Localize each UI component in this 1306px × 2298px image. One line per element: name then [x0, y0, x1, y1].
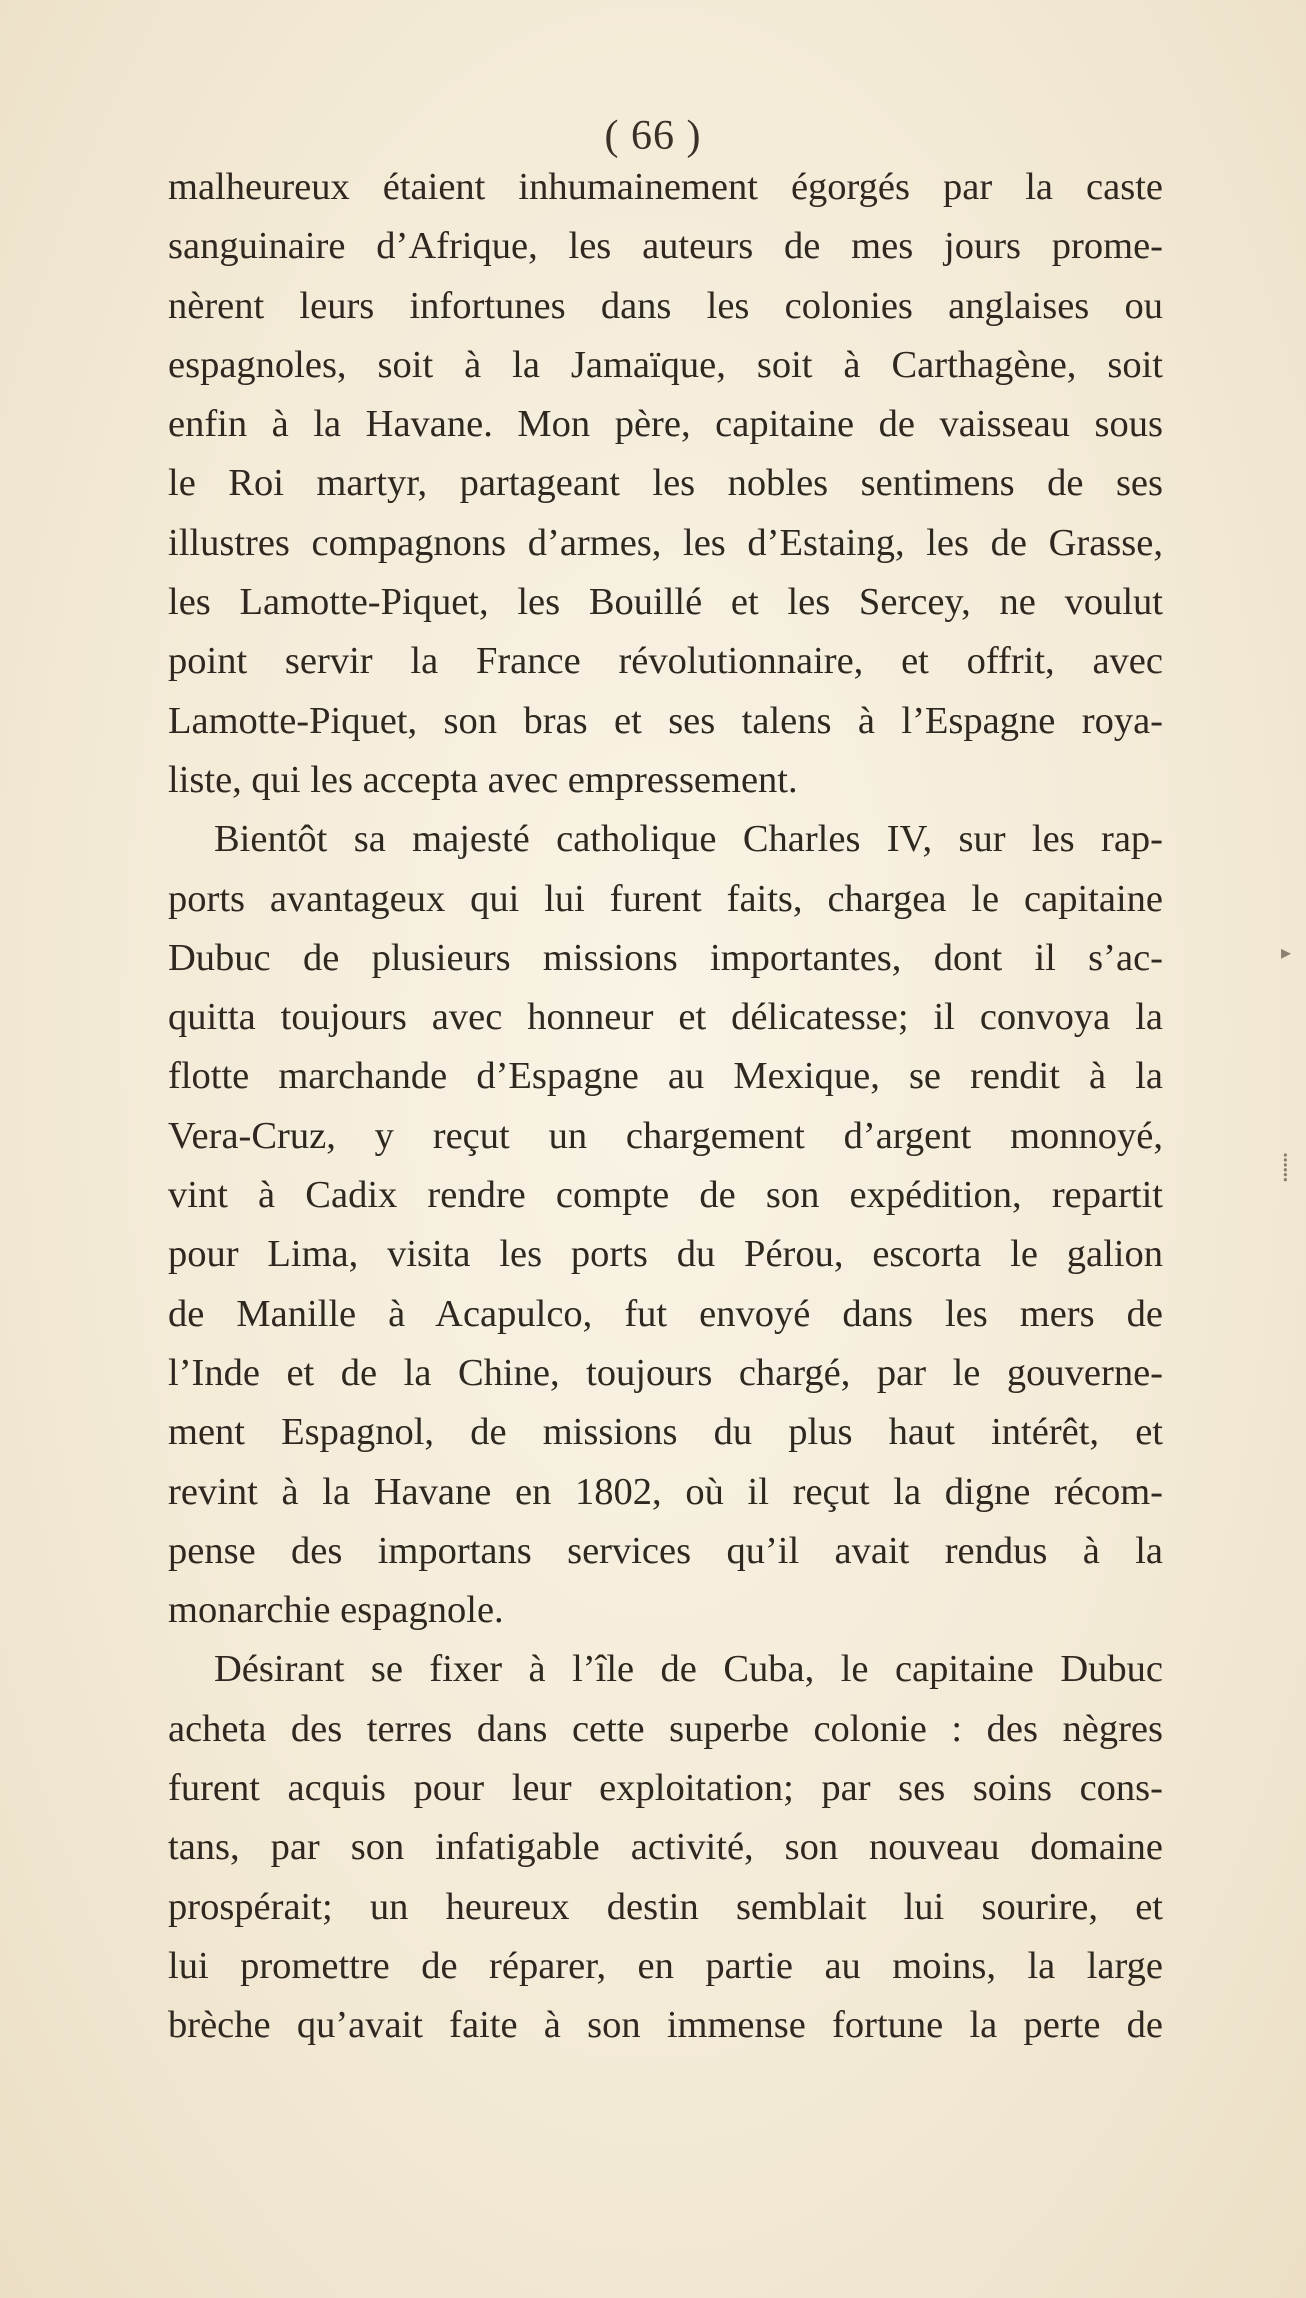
- text-line: le Roi martyr, partageant les nobles sentimens de ses: [168, 462, 1163, 505]
- text-line: revint à la Havane en 1802, où il reçut la digne récom-: [168, 1470, 1163, 1513]
- text-line: furent acquis pour leur exploitation; par ses soins cons-: [168, 1767, 1163, 1810]
- text-line: quitta toujours avec honneur et délicatesse; il convoya la: [168, 996, 1163, 1039]
- text-line: tans, par son infatigable activité, son nouveau domaine: [168, 1826, 1163, 1869]
- text-line: brèche qu’avait faite à son immense fortune la perte de: [168, 2004, 1163, 2047]
- text-line: Bientôt sa majesté catholique Charles IV, sur les rap-: [214, 818, 1163, 861]
- text-line: nèrent leurs infortunes dans les colonies anglaises ou: [168, 284, 1163, 327]
- text-line: prospérait; un heureux destin semblait lui sourire, et: [168, 1885, 1163, 1928]
- text-line: lui promettre de réparer, en partie au moins, la large: [168, 1944, 1163, 1987]
- text-line: acheta des terres dans cette superbe colonie : des nègres: [168, 1707, 1163, 1750]
- text-line: espagnoles, soit à la Jamaïque, soit à Carthagène, soit: [168, 343, 1163, 386]
- text-line: illustres compagnons d’armes, les d’Estaing, les de Grasse,: [168, 521, 1163, 564]
- text-line: pour Lima, visita les ports du Pérou, escorta le galion: [168, 1233, 1163, 1276]
- text-line: monarchie espagnole.: [168, 1589, 504, 1632]
- text-line: enfin à la Havane. Mon père, capitaine de vaisseau sous: [168, 403, 1163, 446]
- text-line: l’Inde et de la Chine, toujours chargé, par le gouverne-: [168, 1351, 1163, 1394]
- text-line: de Manille à Acapulco, fut envoyé dans les mers de: [168, 1292, 1163, 1335]
- text-line: Dubuc de plusieurs missions importantes, dont il s’ac-: [168, 936, 1163, 979]
- paragraph-1: [168, 158, 1163, 810]
- page-number: ( 66 ): [604, 113, 702, 159]
- margin-mark-icon: ▸: [1281, 940, 1292, 964]
- text-line: ment Espagnol, de missions du plus haut intérêt, et: [168, 1411, 1163, 1454]
- paragraph-3: [168, 1640, 1163, 2055]
- text-line: Vera-Cruz, y reçut un chargement d’argent monnoyé,: [168, 1114, 1163, 1157]
- text-line: malheureux étaient inhumainement égorgés par la caste: [168, 166, 1163, 208]
- text-line: vint à Cadix rendre compte de son expédition, repartit: [168, 1174, 1163, 1217]
- text-line: flotte marchande d’Espagne au Mexique, se rendit à la: [168, 1055, 1163, 1098]
- text-line: Lamotte-Piquet, son bras et ses talens à l’Espagne roya-: [168, 699, 1163, 742]
- text-line: sanguinaire d’Afrique, les auteurs de mes jours prome-: [168, 225, 1163, 268]
- text-line: les Lamotte-Piquet, les Bouillé et les Sercey, ne voulut: [168, 581, 1163, 624]
- text-line: point servir la France révolutionnaire, et offrit, avec: [168, 640, 1163, 683]
- body-text: [168, 158, 1163, 2056]
- text-line: Désirant se fixer à l’île de Cuba, le capitaine Dubuc: [214, 1648, 1163, 1691]
- text-line: pense des importans services qu’il avait rendus à la: [168, 1529, 1163, 1572]
- margin-mark-icon: ⸽: [1282, 1153, 1289, 1183]
- text-line: liste, qui les accepta avec empressement.: [168, 758, 798, 801]
- text-line: ports avantageux qui lui furent faits, chargea le capitaine: [168, 877, 1163, 920]
- paragraph-2: [168, 810, 1163, 1640]
